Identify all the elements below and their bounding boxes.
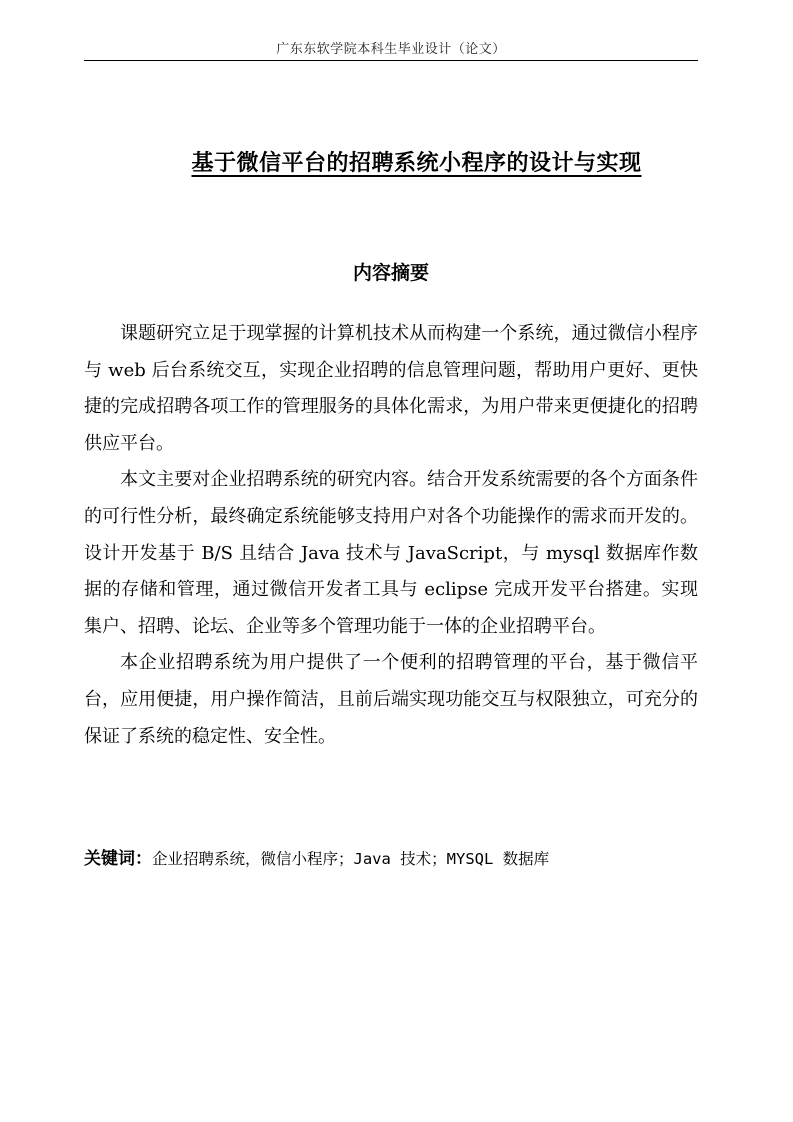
abstract-paragraph-3: 本企业招聘系统为用户提供了一个便利的招聘管理的平台，基于微信平台，应用便捷，用户操作简洁，且前后端实现功能交互与权限独立，可充分的保证了系统的稳定性、安全性。	[84, 652, 698, 747]
keywords-line	[84, 845, 704, 873]
keywords-label: 关键词：	[84, 849, 152, 869]
running-header: 广东东软学院本科生毕业设计（论文）	[276, 42, 506, 57]
abstract-heading: 内容摘要	[352, 262, 429, 284]
abstract-body	[84, 316, 698, 755]
keywords-text: 企业招聘系统，微信小程序；Java 技术；MYSQL 数据库	[152, 850, 550, 868]
header-divider	[84, 60, 698, 61]
abstract-paragraph-2: 本文主要对企业招聘系统的研究内容。结合开发系统需要的各个方面条件的可行性分析，最终确定系统能够支持用户对各个功能操作的需求而开发的。设计开发基于 B/S 且结合 Java 技术与 JavaScript，与 mysql 数据库作数据的存储和管理，通过微信开发者工具与 eclipse 完成开发平台搭建。实现集户、招聘、论坛、企业等多个管理功能于一体的企业招聘平台。	[84, 469, 698, 637]
paper-title: 基于微信平台的招聘系统小程序的设计与实现	[191, 151, 642, 176]
abstract-paragraph-1: 课题研究立足于现掌握的计算机技术从而构建一个系统，通过微信小程序与 web 后台系统交互，实现企业招聘的信息管理问题，帮助用户更好、更快捷的完成招聘各项工作的管理服务的具体化需求，为用户带来更便捷化的招聘供应平台。	[84, 323, 698, 454]
